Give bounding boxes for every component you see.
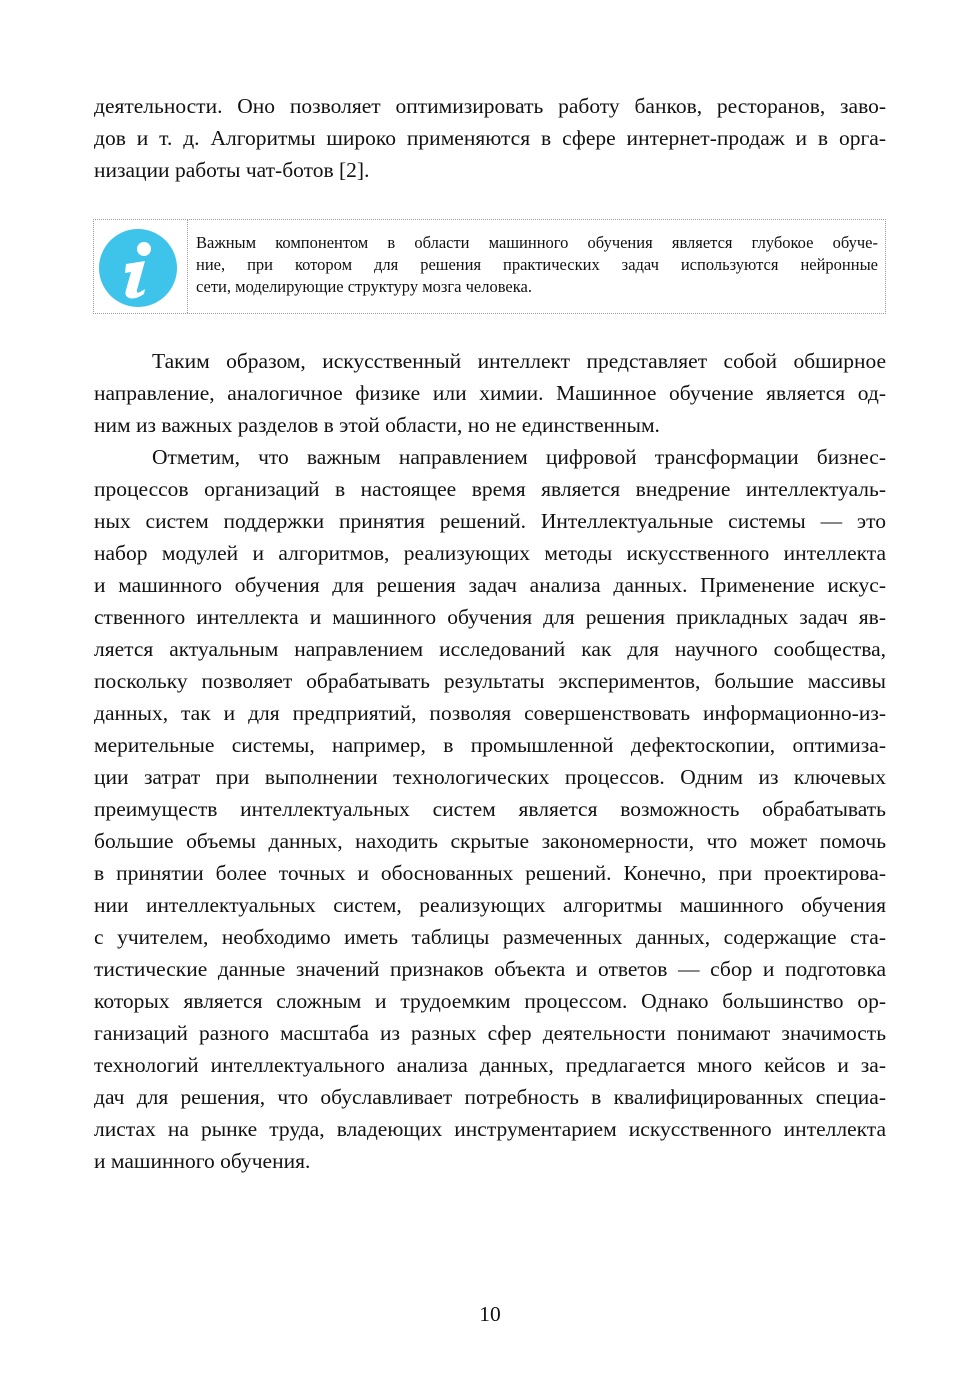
note-text-line: сети, моделирующие структуру мозга человека. [196,277,532,296]
text-line: Таким образом, искусственный интеллект представляет собой обширное [152,349,886,373]
text-line: мерительные системы, например, в промышленной дефектоскопии, оптимиза- [94,733,886,757]
note-text-line: ние, при котором для решения практических задач используются нейронные [196,255,878,274]
text-line: низации работы чат-ботов [2]. [94,158,370,182]
text-line: процессов организаций в настоящее время является внедрение интеллектуаль- [94,477,886,501]
info-icon [98,228,178,308]
text-line: в принятии более точных и обоснованных решений. Конечно, при проектирова- [94,861,886,885]
text-line: которых является сложным и трудоемким процессом. Однако большинство ор- [94,989,886,1013]
text-line: технологий интеллектуального анализа данных, предлагается много кейсов и за- [94,1053,886,1077]
page-number: 10 [479,1302,501,1326]
note-text-line: Важным компонентом в области машинного обучения является глубокое обуче- [196,233,878,252]
text-line: листах на рынке труда, владеющих инструментарием искусственного интеллекта [94,1117,886,1141]
info-note [93,219,886,314]
text-line: поскольку позволяет обрабатывать результаты экспериментов, большие массивы [94,669,886,693]
note-divider [187,220,188,313]
text-line: деятельности. Оно позволяет оптимизировать работу банков, ресторанов, заво- [94,94,886,118]
text-line: ции затрат при выполнении технологических процессов. Одним из ключевых [94,765,886,789]
text-line: и машинного обучения для решения задач анализа данных. Применение искус- [94,573,886,597]
text-line: ним из важных разделов в этой области, но не единственным. [94,413,660,437]
text-line: большие объемы данных, находить скрытые закономерности, что может помочь [94,829,886,853]
text-line: дач для решения, что обуславливает потребность в квалифицированных специа- [94,1085,886,1109]
text-line: ганизаций разного масштаба из разных сфер деятельности понимают значимость [94,1021,886,1045]
text-line: ляется актуальным направлением исследований как для научного сообщества, [94,637,886,661]
text-line: набор модулей и алгоритмов, реализующих методы искусственного интеллекта [94,541,886,565]
info-icon-dot [137,242,151,256]
text-line: направление, аналогичное физике или химии. Машинное обучение является од- [94,381,886,405]
text-line: с учителем, необходимо иметь таблицы размеченных данных, содержащие ста- [94,925,886,949]
text-line: данных, так и для предприятий, позволяя совершенствовать информационно-из- [94,701,886,725]
text-line: Отметим, что важным направлением цифровой трансформации бизнес- [152,445,886,469]
text-line: дов и т. д. Алгоритмы широко применяются в сфере интернет-продаж и в орга- [94,126,886,150]
text-line: нии интеллектуальных систем, реализующих алгоритмы машинного обучения [94,893,886,917]
text-line: ных систем поддержки принятия решений. Интеллектуальные системы — это [94,509,886,533]
text-line: и машинного обучения. [94,1149,311,1173]
text-line: ственного интеллекта и машинного обучения для решения прикладных задач яв- [94,605,886,629]
text-line: тистические данные значений признаков объекта и ответов — сбор и подготовка [94,957,886,981]
text-line: преимуществ интеллектуальных систем является возможность обрабатывать [94,797,886,821]
